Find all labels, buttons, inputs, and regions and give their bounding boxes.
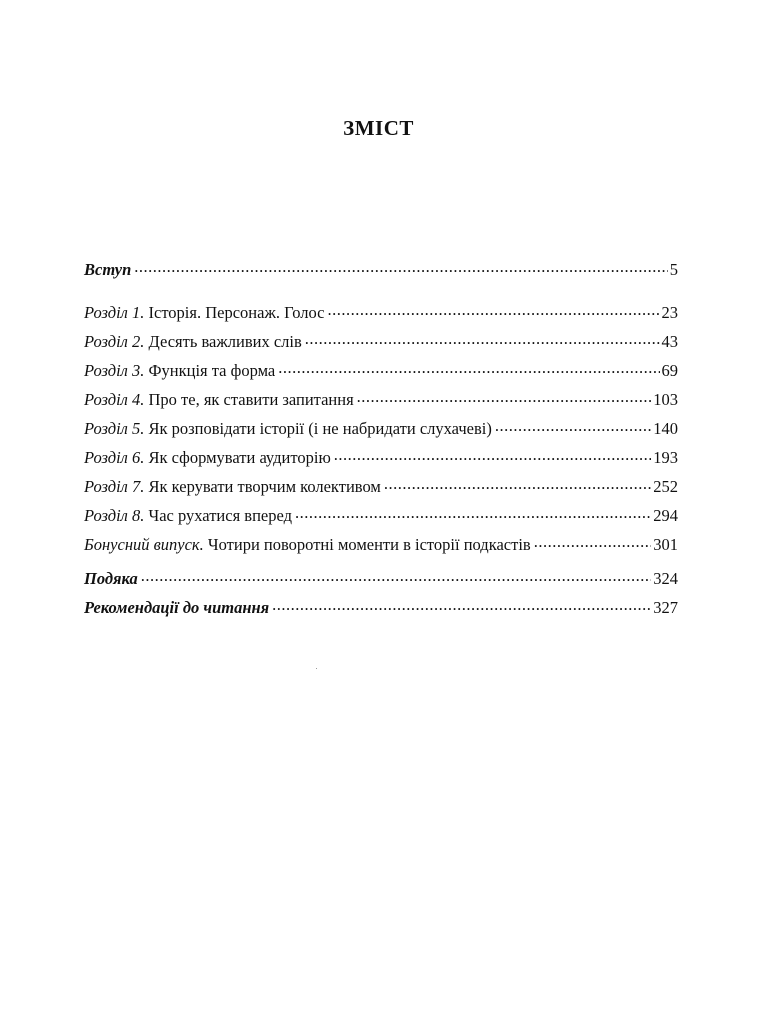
toc-entry: [84, 504, 678, 532]
toc-entry: [84, 567, 678, 595]
toc-entry-label: Розділ 3.: [84, 360, 145, 380]
toc-entry-label: Розділ 8.: [84, 505, 145, 525]
page-title: ЗМІСТ: [343, 116, 414, 140]
toc-entry-text: Десять важливих слів: [144, 331, 302, 351]
toc-entry-text: Як керувати творчим колективом: [144, 476, 381, 496]
dot-leader: [278, 359, 659, 376]
toc-entry: [84, 258, 678, 286]
dot-leader: [384, 475, 651, 492]
toc-entry-page-number: 327: [653, 597, 678, 617]
toc-entry-text: Чотири поворотні моменти в історії подкастів: [203, 534, 531, 554]
toc-entry-label: Вступ: [84, 259, 132, 279]
toc-entry-label: Розділ 2.: [84, 331, 145, 351]
toc-entry: [84, 596, 678, 624]
toc-entry-page-number: 23: [661, 302, 678, 322]
toc-entry-page-number: 301: [653, 534, 678, 554]
dot-leader: [495, 417, 651, 434]
toc-entry-label: Подяка: [84, 568, 138, 588]
toc-entry-text: Як розповідати історії (і не набридати слухачеві): [144, 418, 492, 438]
dot-leader: [357, 388, 652, 405]
toc-entry: [84, 475, 678, 503]
toc-entry-label: Розділ 4.: [84, 389, 145, 409]
toc-entry-label: Розділ 7.: [84, 476, 145, 496]
toc-entry-label: Розділ 5.: [84, 418, 145, 438]
dot-leader: [334, 446, 651, 463]
toc-entry: [84, 301, 678, 329]
toc-entry-title: [84, 303, 324, 323]
toc-entry-text: Час рухатися вперед: [144, 505, 292, 525]
toc-entry-title: [84, 448, 331, 468]
toc-entry: [84, 417, 678, 445]
toc-entry-title: [84, 332, 302, 352]
toc-entry: [84, 330, 678, 358]
toc-entry-title: [84, 598, 269, 618]
toc-entry: [84, 359, 678, 387]
toc-entry-page-number: 43: [661, 331, 678, 351]
dot-leader: [141, 567, 651, 584]
dot-leader: [534, 533, 652, 550]
toc-entry-title: [84, 506, 292, 526]
toc-entry-page-number: 252: [653, 476, 678, 496]
dot-leader: [272, 596, 651, 613]
toc-entry-title: [84, 477, 381, 497]
scan-speck: [316, 668, 317, 669]
toc-entry-title: [84, 390, 354, 410]
toc-entry-text: Функція та форма: [144, 360, 276, 380]
toc-entry-title: [84, 569, 138, 589]
toc-entry: [84, 446, 678, 474]
toc-entry-text: Як сформувати аудиторію: [144, 447, 331, 467]
toc-entry-title: [84, 535, 531, 555]
toc-entry-label: Бонусний випуск.: [84, 534, 204, 554]
dot-leader: [305, 330, 660, 347]
toc-entry-title: [84, 361, 275, 381]
toc-entry-page-number: 103: [653, 389, 678, 409]
toc-entry-title: [84, 260, 131, 280]
toc-entry-label: Розділ 1.: [84, 302, 145, 322]
toc-entry-label: Рекомендації до читання: [84, 597, 270, 617]
dot-leader: [134, 258, 667, 275]
toc-entry-text: Історія. Персонаж. Голос: [144, 302, 325, 322]
toc-entry-page-number: 193: [653, 447, 678, 467]
toc-entry-page-number: 324: [653, 568, 678, 588]
toc-entry-title: [84, 419, 492, 439]
dot-leader: [327, 301, 659, 318]
toc-entry-page-number: 140: [653, 418, 678, 438]
toc-entry-page-number: 294: [653, 505, 678, 525]
dot-leader: [295, 504, 651, 521]
toc-entry-page-number: 5: [669, 259, 678, 279]
toc-entry-text: Про те, як ставити запитання: [144, 389, 354, 409]
toc-entry: [84, 533, 678, 561]
toc-entry-label: Розділ 6.: [84, 447, 145, 467]
toc-entry-page-number: 69: [661, 360, 678, 380]
toc-entry: [84, 388, 678, 416]
